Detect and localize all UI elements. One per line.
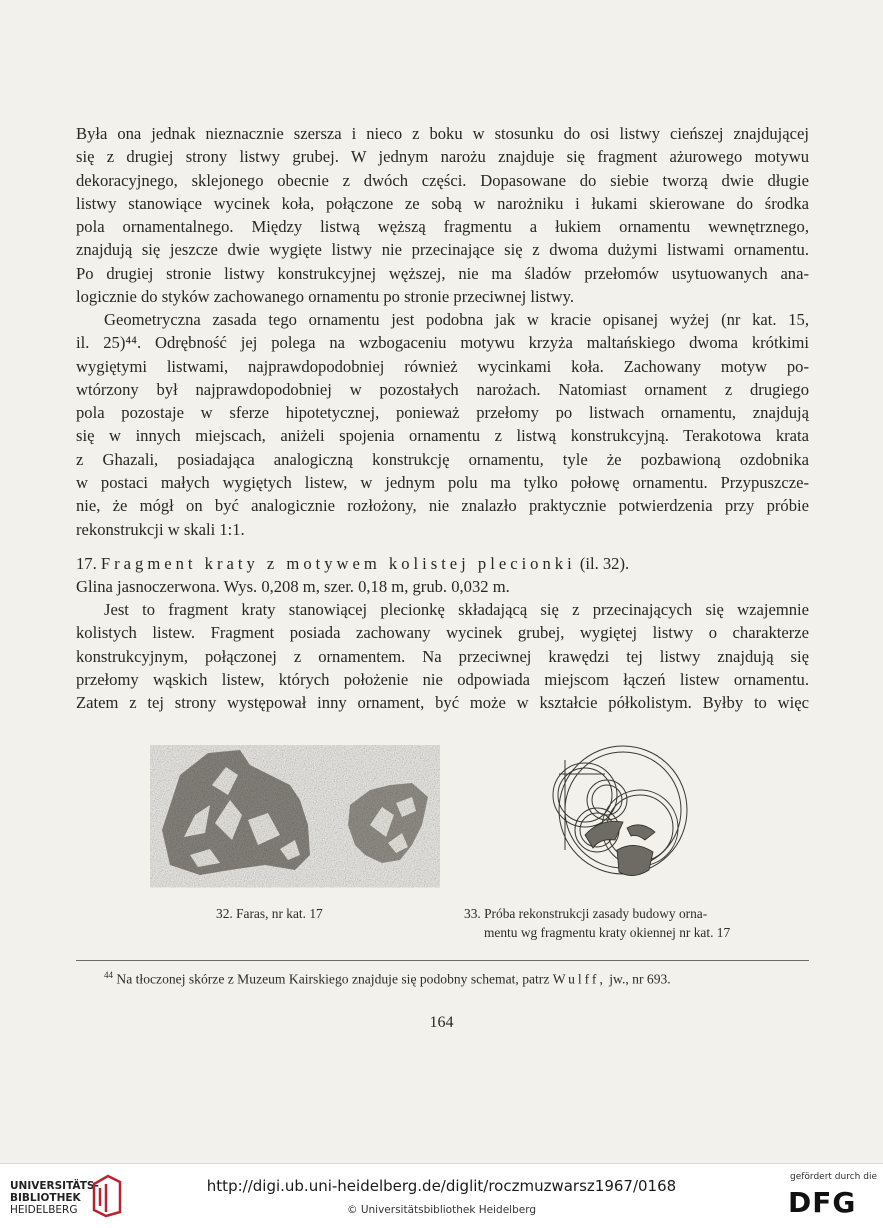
text-line: rekonstrukcji w skali 1:1. xyxy=(76,519,245,539)
catalog-ref: (il. 32). xyxy=(579,554,630,573)
page-number: 164 xyxy=(429,1014,454,1031)
text-line: dekoracyjnego, sklejonego obecnie z dwóch części. Dopasowane do siebie tworzą dwie długie xyxy=(76,170,809,190)
dfg-logo: DFG xyxy=(788,1186,857,1219)
reconstruction-drawing xyxy=(545,740,695,890)
text-line: Zatem z tej strony występował inny ornament, być może w kształcie półkolistym. Byłby to więc xyxy=(76,693,809,713)
text-line: wygiętymi listwami, najprawdopodobniej również wycinkami koła. Zachowany motyw po- xyxy=(76,356,809,376)
text-line: kolistych listew. Fragment posiada zachowany wycinek grubej, wygiętej listwy o charakterze xyxy=(76,623,809,643)
text-line: znajdują się jeszcze dwie wygięte listwy nie przecinające się z dwoma dużymi listwami ornamentu. xyxy=(76,240,809,260)
catalog-heading-17 xyxy=(76,552,809,599)
library-name-line3: HEIDELBERG xyxy=(10,1204,78,1216)
permalink-url[interactable]: http://digi.ub.uni-heidelberg.de/diglit/roczmuzwarsz1967/0168 xyxy=(206,1177,677,1195)
library-name-line2: BIBLIOTHEK xyxy=(10,1192,81,1204)
text-line: w postaci małych wygiętych listew, w jednym polu ma tylko połowę ornamentu. Przypuszcze- xyxy=(76,473,809,493)
footnote xyxy=(104,970,671,988)
footer-bar xyxy=(0,1163,883,1228)
catalog-number: 17. xyxy=(76,554,97,573)
text-line: logicznie do styków zachowanego ornamentu po stronie przeciwnej listwy. xyxy=(76,287,574,307)
fragment-photo xyxy=(150,745,440,890)
text-line: Była ona jednak nieznacznie szersza i nieco z boku w stosunku do osi listwy cieńszej znajdującej xyxy=(76,124,809,143)
footnote-rule xyxy=(76,960,809,961)
text-line: listwy stanowiące wycinek koła, połączone ze sobą w narożniku i łukami skierowane do środka xyxy=(76,193,809,213)
text-line xyxy=(76,552,809,575)
text-line: pola ornamentalnego. Między listwą węższą fragmentu a łukiem ornamentu wewnętrznego, xyxy=(76,217,809,237)
text-line: Geometryczna zasada tego ornamentu jest podobna jak w kracie opisanej wyżej (nr kat. 15, xyxy=(104,310,809,329)
text-line: się w innych miejscach, aniżeli spojenia ornamentu z listwą konstrukcyjną. Terakotowa krata xyxy=(76,426,809,446)
footnote-text: Na tłoczonej skórze z Muzeum Kairskiego znajduje się podobny schemat, patrz xyxy=(116,971,550,987)
text-line: z Ghazali, posiadająca analogiczną konstrukcję ornamentu, tyle że pozbawioną ozdobnika xyxy=(76,449,809,469)
text-line: il. 25)⁴⁴. Odrębność jej polega na wzbogaceniu motywu krzyża maltańskiego dwoma krótkimi xyxy=(76,333,809,353)
dfg-caption: gefördert durch die xyxy=(790,1172,877,1182)
text-line: wtórzony był najprawdopodobniej w pozostałych narożach. Natomiast ornament z drugiego xyxy=(76,379,809,399)
text-line: przełomy wąskich listew, których położenie nie odpowiada miejscom łączeń listew ornamentu. xyxy=(76,669,809,689)
paragraph-3 xyxy=(76,598,809,714)
footnote-text-end: jw., nr 693. xyxy=(609,971,671,987)
library-name-line1: UNIVERSITÄTS- xyxy=(10,1180,99,1192)
figure-33-caption-line1: 33. Próba rekonstrukcji zasady budowy orna- xyxy=(464,906,708,921)
copyright-notice: © Universitätsbibliothek Heidelberg xyxy=(346,1204,536,1216)
footnote-author: Wulff, xyxy=(552,971,606,987)
paragraph-2 xyxy=(76,308,809,541)
text-line: pola pozostaje w sferze hipotetycznej, ponieważ przełomy po listwach ornamentu, znajdują xyxy=(76,403,809,423)
text-line: Po drugiej stronie listwy konstrukcyjnej węższej, nie ma śladów przełomów usytuowanych ana- xyxy=(76,263,809,283)
catalog-title: Fragment kraty z motywem kolistej plecionki xyxy=(100,554,576,573)
spec-line: Glina jasnoczerwona. Wys. 0,208 m, szer. 0,18 m, grub. 0,032 m. xyxy=(76,577,510,597)
figure-32-caption: 32. Faras, nr kat. 17 xyxy=(216,906,323,921)
text-line: nie, że mógł on być analogicznie rozłożony, nie znalazło praktycznie potwierdzenia przy próbie xyxy=(76,496,809,516)
text-line: konstrukcyjnym, połączonej z ornamentem. Na przeciwnej krawędzi tej listwy znajdują się xyxy=(76,646,809,666)
text-line: Jest to fragment kraty stanowiącej plecionkę składającą się z przecinających się wzajemnie xyxy=(104,600,809,619)
text-line: się z drugiej strony listwy grubej. W jednym narożu znajduje się fragment ażurowego motywu xyxy=(76,147,809,167)
footnote-marker: 44 xyxy=(104,970,113,980)
paragraph-1 xyxy=(76,122,809,308)
figure-33-caption-line2: mentu wg fragmentu kraty okiennej nr kat. 17 xyxy=(484,925,731,940)
